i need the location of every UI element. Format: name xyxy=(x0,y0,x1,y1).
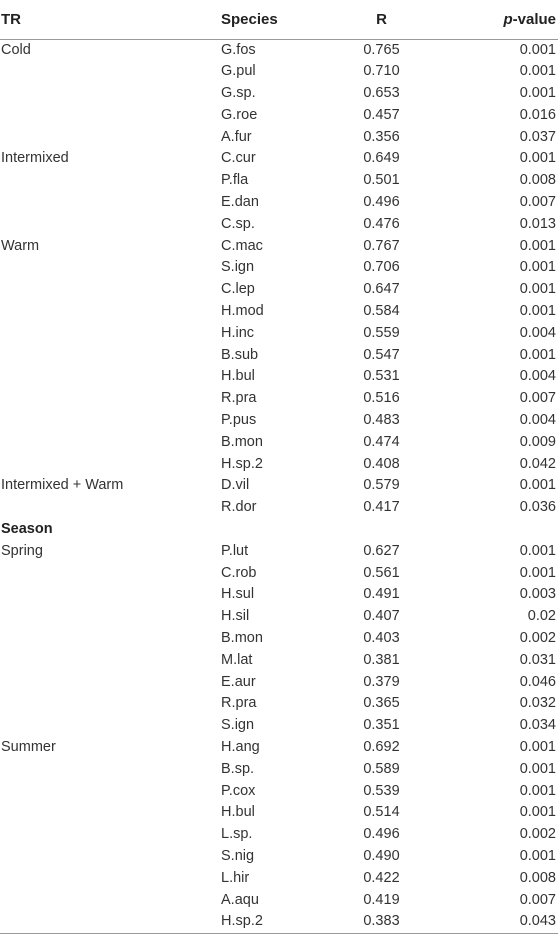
species-cell: H.sul xyxy=(221,586,255,603)
group-cell xyxy=(0,890,221,912)
table-row xyxy=(0,672,558,694)
r-value-cell: 0.653 xyxy=(363,85,400,102)
group-cell xyxy=(0,911,221,933)
table-row xyxy=(0,563,558,585)
r-value-cell: 0.649 xyxy=(363,150,400,167)
p-value-cell: 0.046 xyxy=(519,673,556,690)
table-row xyxy=(0,61,558,83)
species-cell: B.sp. xyxy=(221,760,255,777)
r-value-cell: 0.539 xyxy=(363,782,400,799)
table-row xyxy=(0,737,558,759)
table-row xyxy=(0,650,558,672)
r-value-cell: 0.692 xyxy=(363,739,400,755)
p-value-cell: 0.001 xyxy=(519,41,556,58)
r-value-cell: 0.765 xyxy=(363,41,400,58)
p-value-cell: 0.008 xyxy=(519,869,556,886)
table-row xyxy=(0,279,558,301)
table-row xyxy=(0,148,558,170)
table-row xyxy=(0,715,558,737)
species-cell: H.sp.2 xyxy=(221,455,263,472)
group-cell: Spring xyxy=(1,542,43,559)
species-cell: H.sp.2 xyxy=(221,911,321,933)
table-row xyxy=(0,257,558,279)
r-value-cell: 0.547 xyxy=(363,346,400,363)
species-cell: E.aur xyxy=(221,673,256,690)
species-cell: C.sp. xyxy=(221,215,255,232)
header-species: Species xyxy=(221,0,321,39)
r-value-cell: 0.516 xyxy=(363,390,400,407)
p-value-cell: 0.004 xyxy=(519,412,556,429)
r-value-cell: 0.408 xyxy=(363,455,400,472)
group-cell xyxy=(0,672,221,694)
p-value-cell: 0.001 xyxy=(519,237,556,254)
group-cell: Intermixed + Warm xyxy=(1,477,124,494)
group-cell xyxy=(0,279,221,301)
table-row xyxy=(0,781,558,803)
p-value-cell: 0.001 xyxy=(519,564,556,581)
group-cell xyxy=(0,61,221,83)
header-row xyxy=(0,0,558,39)
p-value-cell: 0.001 xyxy=(519,477,556,494)
p-value-cell: 0.003 xyxy=(519,586,556,603)
species-cell: S.nig xyxy=(221,847,255,864)
r-value-cell: 0.496 xyxy=(363,826,400,843)
species-cell: R.pra xyxy=(221,695,257,712)
species-cell: H.mod xyxy=(221,303,264,320)
p-value-cell: 0.007 xyxy=(519,891,556,908)
r-value-cell: 0.531 xyxy=(363,368,400,385)
group-cell xyxy=(0,301,221,323)
group-cell xyxy=(0,192,221,214)
table-row xyxy=(0,170,558,192)
r-value-cell: 0.589 xyxy=(363,760,400,777)
p-value-cell: 0.016 xyxy=(519,106,556,123)
header-p-italic: p xyxy=(503,10,513,28)
p-value-cell: 0.001 xyxy=(519,63,556,80)
table-row xyxy=(0,388,558,410)
group-cell xyxy=(0,410,221,432)
table-row xyxy=(0,868,558,890)
group-cell xyxy=(0,802,221,824)
p-value-cell: 0.037 xyxy=(519,128,556,145)
species-cell: G.pul xyxy=(221,63,256,80)
table-row xyxy=(0,584,558,606)
species-cell: D.vil xyxy=(221,477,250,494)
r-value-cell: 0.356 xyxy=(363,128,400,145)
species-cell: H.inc xyxy=(221,324,255,341)
group-cell xyxy=(0,824,221,846)
p-value-cell: 0.001 xyxy=(519,760,556,777)
p-value-cell: 0.001 xyxy=(519,847,556,864)
table-row xyxy=(0,606,558,628)
group-cell xyxy=(0,781,221,803)
p-value-cell: 0.036 xyxy=(519,499,556,516)
r-value-cell: 0.627 xyxy=(363,542,400,559)
r-value-cell: 0.710 xyxy=(363,63,400,80)
p-value-cell: 0.002 xyxy=(519,826,556,843)
group-cell xyxy=(0,257,221,279)
table-row xyxy=(0,890,558,912)
species-cell: L.hir xyxy=(221,869,250,886)
table-row xyxy=(0,432,558,454)
header-p-rest: -value xyxy=(512,10,556,28)
p-value-cell: 0.002 xyxy=(519,630,556,647)
table-row xyxy=(0,236,558,258)
table-row xyxy=(0,454,558,476)
group-cell xyxy=(0,83,221,105)
p-value-cell: 0.031 xyxy=(519,651,556,668)
group-cell: Summer xyxy=(1,739,56,755)
group-cell xyxy=(0,105,221,127)
header-p-value xyxy=(442,0,558,39)
r-value-cell: 0.417 xyxy=(363,499,400,516)
r-value-cell: 0.706 xyxy=(363,259,400,276)
group-cell xyxy=(0,214,221,236)
group-cell: Warm xyxy=(1,237,40,254)
group-cell xyxy=(0,563,221,585)
table-row xyxy=(0,192,558,214)
species-cell: H.bul xyxy=(221,804,255,821)
p-value-cell: 0.009 xyxy=(519,433,556,450)
section-row xyxy=(0,519,558,541)
p-value-cell: 0.008 xyxy=(519,172,556,189)
group-cell xyxy=(0,127,221,149)
group-cell xyxy=(0,323,221,345)
section-label: Season xyxy=(1,521,53,538)
r-value-cell: 0.365 xyxy=(363,695,400,712)
p-value-cell: 0.001 xyxy=(519,346,556,363)
group-cell: Cold xyxy=(1,41,31,58)
species-cell: C.rob xyxy=(221,564,257,581)
group-cell xyxy=(0,366,221,388)
r-value-cell: 0.490 xyxy=(363,847,400,864)
r-value-cell: 0.419 xyxy=(363,891,400,908)
table-row xyxy=(0,214,558,236)
species-cell: C.mac xyxy=(221,237,263,254)
p-value-cell: 0.001 xyxy=(519,259,556,276)
table-row xyxy=(0,824,558,846)
species-cell: A.aqu xyxy=(221,891,259,908)
r-value-cell: 0.457 xyxy=(363,106,400,123)
group-cell xyxy=(0,170,221,192)
group-cell: Intermixed xyxy=(1,150,69,167)
p-value-cell: 0.007 xyxy=(519,390,556,407)
table-row xyxy=(0,301,558,323)
table-row xyxy=(0,475,558,497)
r-value-cell: 0.584 xyxy=(363,303,400,320)
species-cell: C.lep xyxy=(221,281,255,298)
table-row xyxy=(0,846,558,868)
table-row xyxy=(0,366,558,388)
p-value-cell: 0.001 xyxy=(519,782,556,799)
species-cell: B.mon xyxy=(221,433,263,450)
p-value-cell: 0.02 xyxy=(527,608,556,625)
table-row xyxy=(0,759,558,781)
r-value-cell: 0.383 xyxy=(321,911,442,933)
p-value-cell: 0.013 xyxy=(519,215,556,232)
r-value-cell: 0.474 xyxy=(363,433,400,450)
p-value-cell: 0.001 xyxy=(519,303,556,320)
table-row xyxy=(0,105,558,127)
group-cell xyxy=(0,693,221,715)
species-cell: E.dan xyxy=(221,194,259,211)
species-cell: R.dor xyxy=(221,499,257,516)
p-value-cell: 0.004 xyxy=(519,324,556,341)
group-cell xyxy=(0,650,221,672)
r-value-cell: 0.496 xyxy=(363,194,400,211)
group-cell xyxy=(0,606,221,628)
table-row xyxy=(0,541,558,563)
group-cell xyxy=(0,388,221,410)
table-row xyxy=(0,39,558,61)
p-value-cell: 0.001 xyxy=(519,739,556,755)
r-value-cell: 0.514 xyxy=(363,804,400,821)
species-cell: H.bul xyxy=(221,368,255,385)
p-value-cell: 0.043 xyxy=(442,911,558,933)
p-value-cell: 0.032 xyxy=(519,695,556,712)
table-row xyxy=(0,628,558,650)
group-cell xyxy=(0,628,221,650)
species-cell: S.ign xyxy=(221,717,255,734)
table-row xyxy=(0,693,558,715)
p-value-cell: 0.001 xyxy=(519,281,556,298)
species-cell: B.mon xyxy=(221,630,263,647)
table-row xyxy=(0,410,558,432)
header-tr: TR xyxy=(0,0,221,39)
species-cell: P.fla xyxy=(221,172,249,189)
r-value-cell: 0.647 xyxy=(363,281,400,298)
p-value-cell: 0.001 xyxy=(519,804,556,821)
p-value-cell: 0.001 xyxy=(519,85,556,102)
species-cell: H.ang xyxy=(221,739,260,755)
r-value-cell: 0.381 xyxy=(363,651,400,668)
p-value-cell: 0.001 xyxy=(519,150,556,167)
r-value-cell: 0.407 xyxy=(363,608,400,625)
r-value-cell: 0.579 xyxy=(363,477,400,494)
r-value-cell: 0.351 xyxy=(363,717,400,734)
table-row xyxy=(0,345,558,367)
r-value-cell: 0.403 xyxy=(363,630,400,647)
p-value-cell: 0.001 xyxy=(519,542,556,559)
species-cell: P.cox xyxy=(221,782,256,799)
r-value-cell: 0.561 xyxy=(363,564,400,581)
species-cell: S.ign xyxy=(221,259,255,276)
r-value-cell: 0.422 xyxy=(363,869,400,886)
table-row xyxy=(0,911,558,933)
species-cell: M.lat xyxy=(221,651,253,668)
species-cell: H.sil xyxy=(221,608,250,625)
table-row xyxy=(0,83,558,105)
group-cell xyxy=(0,846,221,868)
p-value-cell: 0.034 xyxy=(519,717,556,734)
group-cell xyxy=(0,759,221,781)
species-cell: L.sp. xyxy=(221,826,253,843)
table-header xyxy=(0,0,558,39)
r-value-cell: 0.476 xyxy=(363,215,400,232)
species-cell: A.fur xyxy=(221,128,252,145)
table-body xyxy=(0,39,558,934)
species-cell: B.sub xyxy=(221,346,259,363)
species-cell: P.pus xyxy=(221,412,257,429)
p-value-cell: 0.004 xyxy=(519,368,556,385)
group-cell xyxy=(0,584,221,606)
group-cell xyxy=(0,432,221,454)
species-cell: G.roe xyxy=(221,106,258,123)
r-value-cell: 0.501 xyxy=(363,172,400,189)
r-value-cell: 0.559 xyxy=(363,324,400,341)
r-value-cell: 0.483 xyxy=(363,412,400,429)
table-row xyxy=(0,497,558,519)
table-row xyxy=(0,127,558,149)
species-cell: G.fos xyxy=(221,41,256,58)
p-value-cell: 0.042 xyxy=(519,455,556,472)
r-value-cell: 0.491 xyxy=(363,586,400,603)
species-cell: R.pra xyxy=(221,390,257,407)
species-cell: P.lut xyxy=(221,542,249,559)
table-row xyxy=(0,802,558,824)
header-r: R xyxy=(321,0,442,39)
p-value-cell: 0.007 xyxy=(519,194,556,211)
group-cell xyxy=(0,715,221,737)
group-cell xyxy=(0,454,221,476)
r-value-cell: 0.767 xyxy=(363,237,400,254)
group-cell xyxy=(0,345,221,367)
species-cell: G.sp. xyxy=(221,85,256,102)
table-row xyxy=(0,323,558,345)
group-cell xyxy=(0,497,221,519)
r-value-cell: 0.379 xyxy=(363,673,400,690)
group-cell xyxy=(0,868,221,890)
species-cell: C.cur xyxy=(221,150,256,167)
